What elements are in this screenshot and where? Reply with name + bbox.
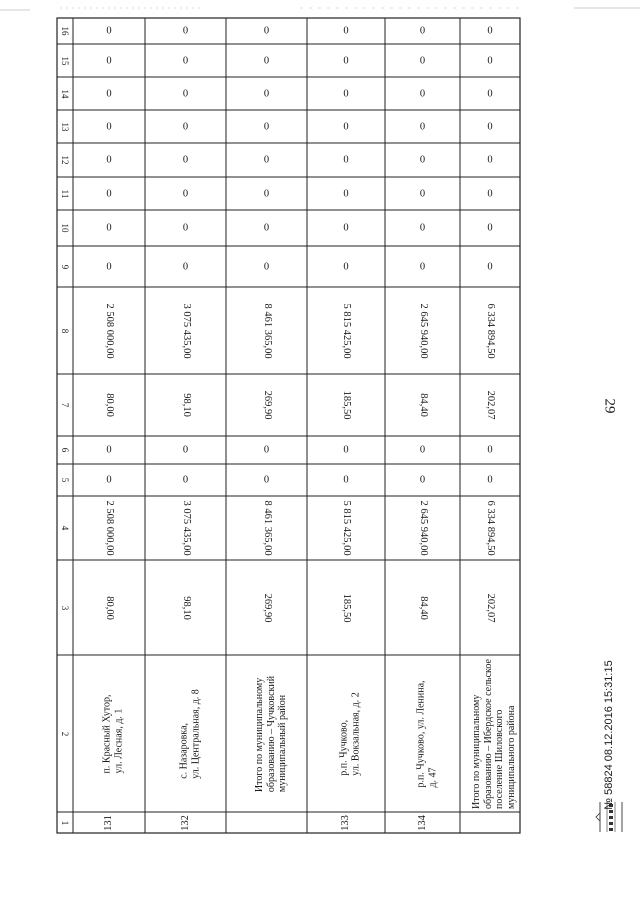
address-line: п. Красный Хутор, <box>101 694 113 773</box>
address-line: муниципального района <box>505 705 517 809</box>
zero-value: 0 <box>343 25 349 37</box>
zero-value: 0 <box>419 88 426 99</box>
row-number: 132 <box>179 814 191 831</box>
zero-value: 0 <box>106 25 112 37</box>
zero-value: 0 <box>343 55 349 66</box>
zero-value: 0 <box>343 474 349 486</box>
zero-value: 0 <box>106 55 112 66</box>
zero-value: 0 <box>263 88 270 99</box>
area-value: 84,40 <box>417 393 429 417</box>
column-number: 7 <box>60 402 70 408</box>
page-number: 29 <box>601 398 618 414</box>
address-line: р.п. Чучково, ул. Ленина, <box>415 679 426 788</box>
zero-value: 0 <box>487 222 493 234</box>
zero-value: 0 <box>419 222 426 234</box>
row-number: 131 <box>103 814 114 831</box>
zero-value: 0 <box>106 121 112 132</box>
column-number: 4 <box>60 525 70 531</box>
zero-value: 0 <box>106 188 112 199</box>
cost-value: 3 075 435,00 <box>180 500 192 556</box>
address-line: д. 47 <box>426 766 438 788</box>
area-value: 98,10 <box>180 393 192 417</box>
zero-value: 0 <box>487 88 493 99</box>
cost-value: 5 815 425,00 <box>341 500 352 556</box>
cost-value: 8 461 365,00 <box>261 500 273 556</box>
address-line: ул. Лесная, д. 1 <box>113 708 124 773</box>
area-value: 84,40 <box>417 595 429 620</box>
zero-value: 0 <box>487 25 493 37</box>
column-number: 11 <box>60 189 70 198</box>
area-value: 80,00 <box>104 393 115 417</box>
zero-value: 0 <box>182 188 189 199</box>
column-number: 5 <box>60 477 70 483</box>
zero-value: 0 <box>487 154 493 166</box>
zero-value: 0 <box>419 121 426 132</box>
zero-value: 0 <box>343 444 349 456</box>
zero-value: 0 <box>487 474 493 486</box>
cost-value: 8 461 365,00 <box>261 302 273 359</box>
address-line: р.п. Чучково, <box>338 719 350 776</box>
cost-value: 6 334 894,50 <box>485 500 496 556</box>
cost-value: 3 075 435,00 <box>180 302 192 359</box>
cost-value: 2 508 000,00 <box>104 302 115 359</box>
address-cell <box>102 694 125 773</box>
zero-value: 0 <box>487 261 493 272</box>
zero-value: 0 <box>419 55 426 66</box>
area-value: 98,10 <box>180 595 192 620</box>
zero-value: 0 <box>263 25 270 37</box>
column-number: 1 <box>60 820 70 825</box>
zero-value: 0 <box>343 154 349 166</box>
zero-value: 0 <box>487 188 493 199</box>
address-line: Итого по муниципальному <box>471 694 482 809</box>
zero-value: 0 <box>343 121 349 132</box>
area-value: 269,90 <box>261 390 273 420</box>
address-line: ул. Центральная, д. 8 <box>189 688 201 779</box>
zero-value: 0 <box>487 121 493 132</box>
zero-value: 0 <box>182 25 189 37</box>
column-number: 10 <box>60 223 70 233</box>
area-value: 185,50 <box>341 390 352 420</box>
zero-value: 0 <box>419 444 426 456</box>
zero-value: 0 <box>343 88 349 99</box>
column-number: 2 <box>60 731 70 736</box>
column-number: 8 <box>60 328 70 333</box>
cost-value: 2 645 940,00 <box>417 302 429 359</box>
cost-value: 5 815 425,00 <box>341 302 352 359</box>
zero-value: 0 <box>106 474 112 486</box>
zero-value: 0 <box>106 88 112 99</box>
address-line: образованию – Чучковский <box>264 675 276 792</box>
area-value: 185,50 <box>341 593 352 622</box>
zero-value: 0 <box>106 222 112 234</box>
zero-value: 0 <box>182 121 189 132</box>
address-line: с. Назаровка, <box>178 722 189 779</box>
cost-value: 2 508 000,00 <box>104 500 115 556</box>
zero-value: 0 <box>182 444 189 456</box>
registration-stamp: № 58824 08.12.2016 15:31:15 <box>603 660 615 810</box>
address-line: поселение Шиловского <box>494 709 505 809</box>
zero-value: 0 <box>419 154 426 166</box>
address-line: Итого по муниципальному <box>253 677 265 792</box>
column-number: 3 <box>60 605 70 610</box>
zero-value: 0 <box>182 88 189 99</box>
cost-value: 2 645 940,00 <box>417 500 429 556</box>
zero-value: 0 <box>487 55 493 66</box>
address-cell <box>415 680 438 787</box>
column-number: 15 <box>60 56 70 65</box>
area-value: 80,00 <box>104 595 115 620</box>
zero-value: 0 <box>263 474 270 486</box>
zero-value: 0 <box>182 154 189 166</box>
column-number: 6 <box>60 447 70 453</box>
zero-value: 0 <box>343 222 349 234</box>
zero-value: 0 <box>106 261 112 272</box>
zero-value: 0 <box>182 474 189 486</box>
area-value: 202,07 <box>485 593 496 622</box>
zero-value: 0 <box>419 188 426 199</box>
zero-value: 0 <box>419 261 426 272</box>
address-cell <box>471 659 517 809</box>
address-line: ул. Вокзальная, д. 2 <box>350 691 361 776</box>
column-number: 12 <box>60 155 70 165</box>
column-number: 16 <box>60 26 70 36</box>
zero-value: 0 <box>106 444 112 456</box>
address-line: образованию – Ибердское сельское <box>482 658 494 809</box>
zero-value: 0 <box>343 261 349 272</box>
column-number: 13 <box>60 122 70 131</box>
zero-value: 0 <box>419 474 426 486</box>
zero-value: 0 <box>263 444 270 456</box>
zero-value: 0 <box>263 154 270 166</box>
zero-value: 0 <box>182 222 189 234</box>
zero-value: 0 <box>182 55 189 66</box>
zero-value: 0 <box>106 154 112 166</box>
zero-value: 0 <box>263 261 270 272</box>
zero-value: 0 <box>263 121 270 132</box>
address-cell <box>178 689 201 779</box>
address-cell <box>253 675 288 791</box>
zero-value: 0 <box>263 55 270 66</box>
column-number: 9 <box>60 264 70 269</box>
area-value: 202,07 <box>485 390 496 420</box>
column-number: 14 <box>60 89 70 98</box>
zero-value: 0 <box>419 25 426 37</box>
row-number: 134 <box>416 814 428 831</box>
address-line: муниципальный район <box>276 694 288 792</box>
area-value: 269,90 <box>261 593 273 622</box>
zero-value: 0 <box>343 188 349 199</box>
zero-value: 0 <box>263 188 270 199</box>
zero-value: 0 <box>182 261 189 272</box>
address-cell <box>339 692 362 775</box>
cost-value: 6 334 894,50 <box>485 302 496 359</box>
zero-value: 0 <box>487 444 493 456</box>
zero-value: 0 <box>263 222 270 234</box>
row-number: 133 <box>340 814 351 831</box>
